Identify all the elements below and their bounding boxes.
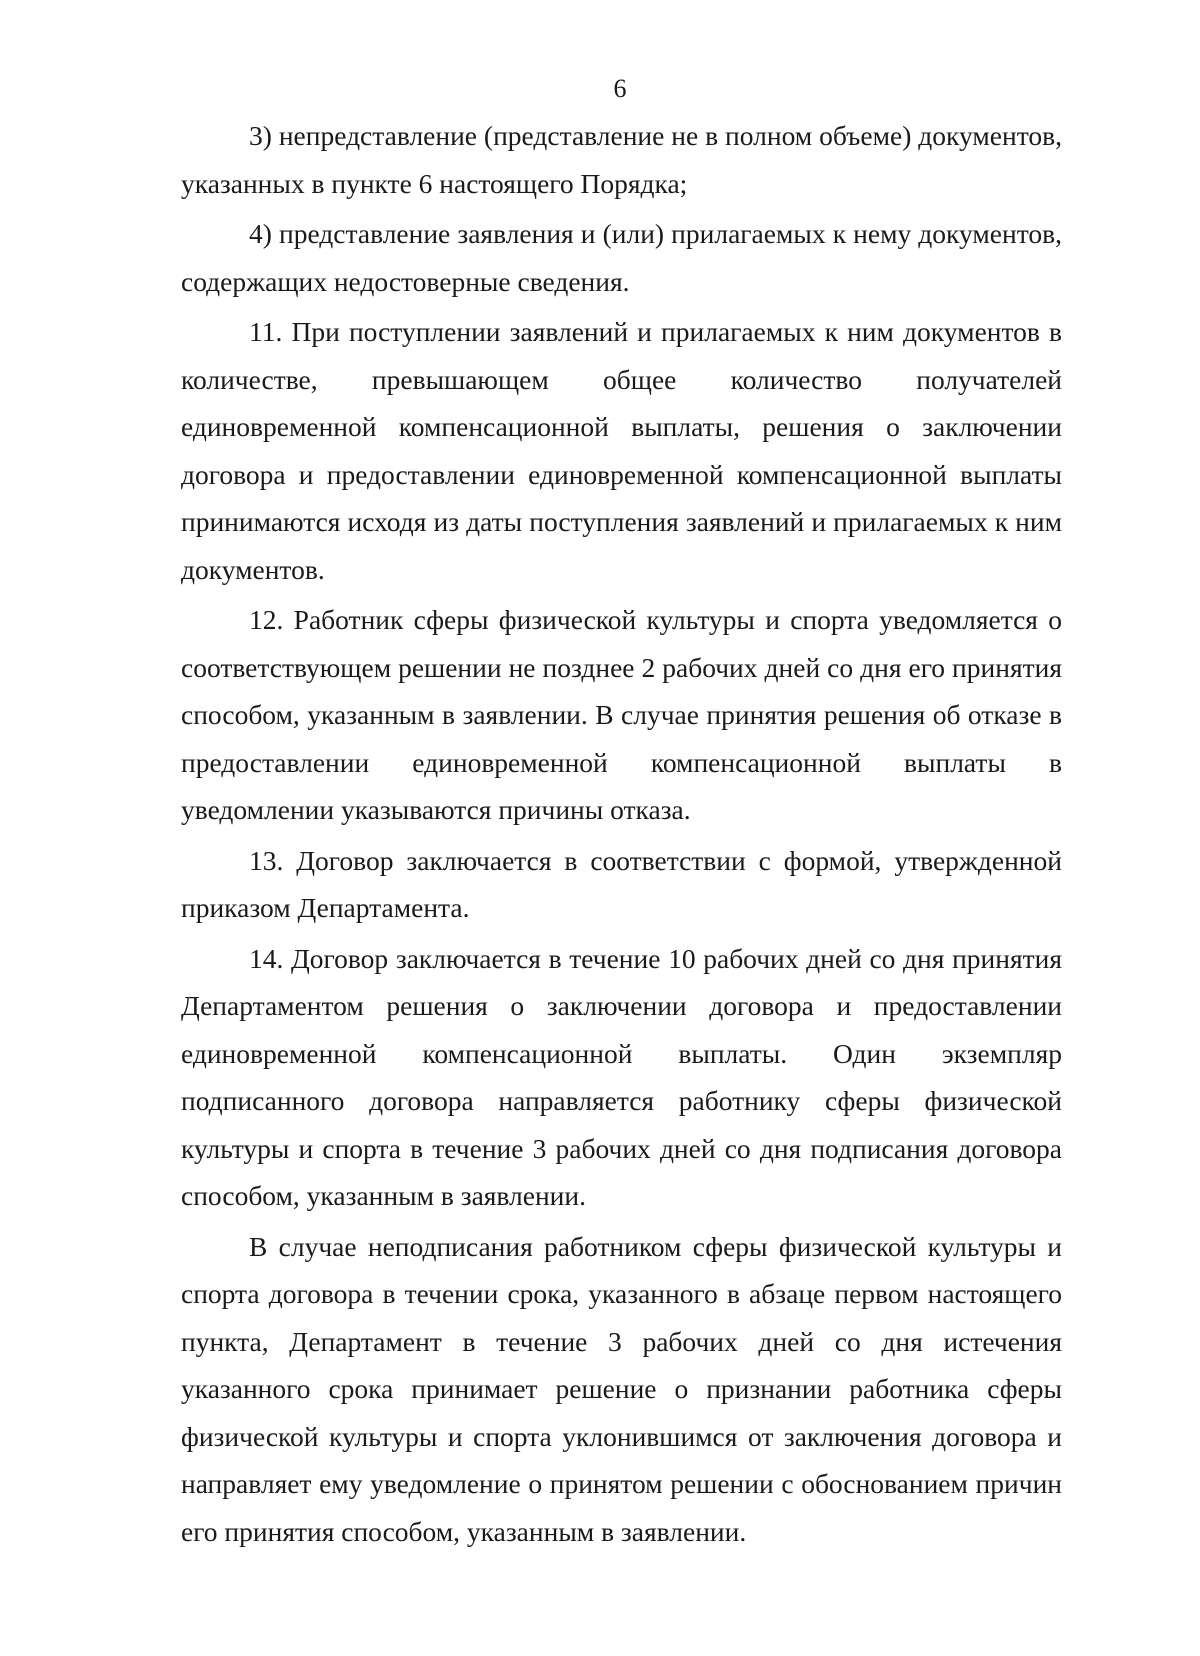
paragraph-item-4: 4) представление заявления и (или) прилагаемых к нему документов, содержащих недостоверные сведения.	[181, 218, 1062, 297]
page-number: 6	[613, 74, 627, 103]
document-body	[181, 112, 1062, 1558]
paragraph-clause-14-second: В случае неподписания работником сферы физической культуры и спорта договора в течении срока, указанного в абзаце первом настоящего пункта, Департамент в течение 3 рабочих дней со дня истечения указанного срока принимает решение о признании работника сферы физической культуры и спорта уклонившимся от заключения договора и направляет ему уведомление о принятом решении с обоснованием причин его принятия способом, указанным в заявлении.	[181, 1230, 1062, 1547]
paragraph-item-3: 3) непредставление (представление не в полном объеме) документов, указанных в пункте 6 настоящего Порядка;	[181, 120, 1062, 199]
paragraph-clause-12: 12. Работник сферы физической культуры и спорта уведомляется о соответствующем решении не позднее 2 рабочих дней со дня его принятия способом, указанным в заявлении. В случае принятия решения об отказе в предоставлении единовременной компенсационной выплаты в уведомлении указываются причины отказа.	[181, 604, 1062, 825]
paragraph-clause-11: 11. При поступлении заявлений и прилагаемых к ним документов в количестве, превышающем общее количество получателей единовременной компенсационной выплаты, решения о заключении договора и предоставлении единовременной компенсационной выплаты принимаются исходя из даты поступления заявлений и прилагаемых к ним документов.	[181, 316, 1062, 585]
paragraph-clause-13: 13. Договор заключается в соответствии с формой, утвержденной приказом Департамента.	[181, 844, 1062, 923]
paragraph-clause-14: 14. Договор заключается в течение 10 рабочих дней со дня принятия Департаментом решения о заключении договора и предоставлении единовременной компенсационной выплаты. Один экземпляр подписанного договора направляется работнику сферы физической культуры и спорта в течение 3 рабочих дней со дня подписания договора способом, указанным в заявлении.	[181, 942, 1062, 1211]
